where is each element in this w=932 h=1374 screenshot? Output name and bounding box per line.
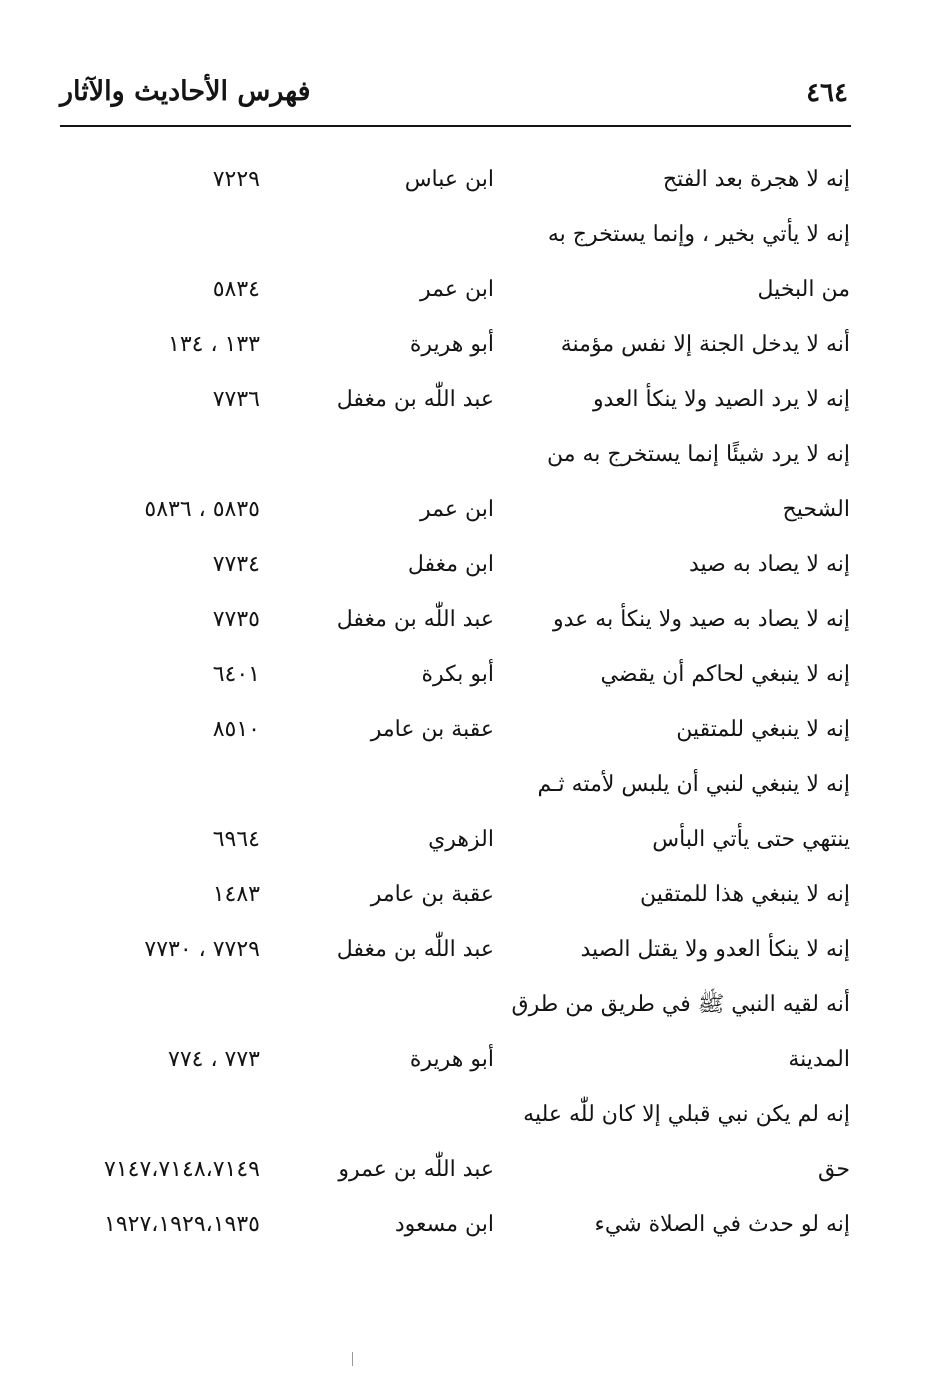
hadith-numbers: ١٣٣ ، ١٣٤ — [168, 332, 260, 357]
hadith-text: إنه لا يصاد به صيد ولا ينكأ به عدو — [552, 607, 850, 632]
narrator: عبد اللّٰه بن مغفل — [336, 937, 494, 962]
hadith-numbers: ١٩٢٧،١٩٢٩،١٩٣٥ — [104, 1212, 260, 1237]
hadith-text: إنه لا يرد الصيد ولا ينكأ العدو — [592, 387, 850, 412]
hadith-text: إنه لا ينكأ العدو ولا يقتل الصيد — [580, 937, 850, 962]
narrator: ابن عباس — [404, 167, 494, 192]
hadith-text: من البخيل — [757, 277, 850, 302]
hadith-text: إنه لا ينبغي هذا للمتقين — [639, 882, 850, 907]
hadith-numbers: ٦٤٠١ — [212, 662, 260, 687]
index-row — [0, 1203, 932, 1253]
hadith-text: إنه لا يأتي بخير ، وإنما يستخرج به — [547, 222, 850, 247]
running-title: فهرس الأحاديث والآثار — [60, 76, 311, 107]
index-row — [0, 598, 932, 648]
index-row — [0, 213, 932, 263]
hadith-numbers: ٧٧٣ ، ٧٧٤ — [168, 1047, 260, 1072]
hadith-text: إنه لا يرد شيئًا إنما يستخرج به من — [546, 442, 850, 467]
hadith-text: حق — [818, 1157, 850, 1182]
narrator: عبد اللّٰه بن مغفل — [336, 387, 494, 412]
narrator: ابن مسعود — [394, 1212, 494, 1237]
hadith-numbers: ٨٥١٠ — [212, 717, 260, 742]
index-row — [0, 983, 932, 1033]
hadith-text: المدينة — [788, 1047, 850, 1072]
index-row — [0, 378, 932, 428]
hadith-numbers: ١٤٨٣ — [212, 882, 260, 907]
index-row — [0, 158, 932, 208]
hadith-text: إنه لا ينبغي لحاكم أن يقضي — [600, 662, 850, 687]
index-row — [0, 763, 932, 813]
narrator: أبو هريرة — [409, 1047, 494, 1072]
index-row — [0, 543, 932, 593]
hadith-text: إنه لا هجرة بعد الفتح — [662, 167, 850, 192]
narrator: ابن عمر — [420, 277, 494, 302]
hadith-numbers: ٦٩٦٤ — [212, 827, 260, 852]
narrator: عقبة بن عامر — [370, 882, 494, 907]
hadith-text: أنه لقيه النبي ﷺ في طريق من طرق — [511, 992, 850, 1017]
narrator: أبو هريرة — [409, 332, 494, 357]
index-row — [0, 873, 932, 923]
narrator: عقبة بن عامر — [370, 717, 494, 742]
index-row — [0, 928, 932, 978]
index-row — [0, 323, 932, 373]
hadith-text: إنه لم يكن نبي قبلي إلا كان للّٰه عليه — [523, 1102, 850, 1127]
hadith-text: ينتهي حتى يأتي البأس — [652, 827, 850, 852]
hadith-text: إنه لا ينبغي لنبي أن يلبس لأمته ثـم — [537, 772, 850, 797]
hadith-text: أنه لا يدخل الجنة إلا نفس مؤمنة — [560, 332, 850, 357]
index-row — [0, 1093, 932, 1143]
index-row — [0, 708, 932, 758]
index-row — [0, 1038, 932, 1088]
index-row — [0, 653, 932, 703]
hadith-text: إنه لا يصاد به صيد — [688, 552, 850, 577]
narrator: ابن مغفل — [407, 552, 494, 577]
narrator: أبو بكرة — [421, 662, 494, 687]
hadith-numbers: ٧٧٣٥ — [212, 607, 260, 632]
hadith-numbers: ٧٧٣٦ — [212, 387, 260, 412]
hadith-numbers: ٧٧٢٩ ، ٧٧٣٠ — [144, 937, 260, 962]
page-number: ٤٦٤ — [806, 78, 848, 108]
hadith-numbers: ٧١٤٧،٧١٤٨،٧١٤٩ — [104, 1157, 260, 1182]
hadith-numbers: ٥٨٣٥ ، ٥٨٣٦ — [144, 497, 260, 522]
hadith-text: إنه لا ينبغي للمتقين — [676, 717, 850, 742]
index-row — [0, 488, 932, 538]
hadith-numbers: ٧٢٢٩ — [212, 167, 260, 192]
index-row — [0, 433, 932, 483]
narrator: ابن عمر — [420, 497, 494, 522]
hadith-numbers: ٧٧٣٤ — [212, 552, 260, 577]
index-row — [0, 1148, 932, 1198]
narrator: عبد اللّٰه بن عمرو — [338, 1157, 494, 1182]
index-row — [0, 818, 932, 868]
hadith-text: إنه لو حدث في الصلاة شيء — [594, 1212, 850, 1237]
narrator: عبد اللّٰه بن مغفل — [336, 607, 494, 632]
scan-artifact — [352, 1352, 353, 1366]
hadith-text: الشحيح — [782, 497, 850, 522]
narrator: الزهري — [428, 827, 494, 852]
index-row — [0, 268, 932, 318]
hadith-numbers: ٥٨٣٤ — [212, 277, 260, 302]
